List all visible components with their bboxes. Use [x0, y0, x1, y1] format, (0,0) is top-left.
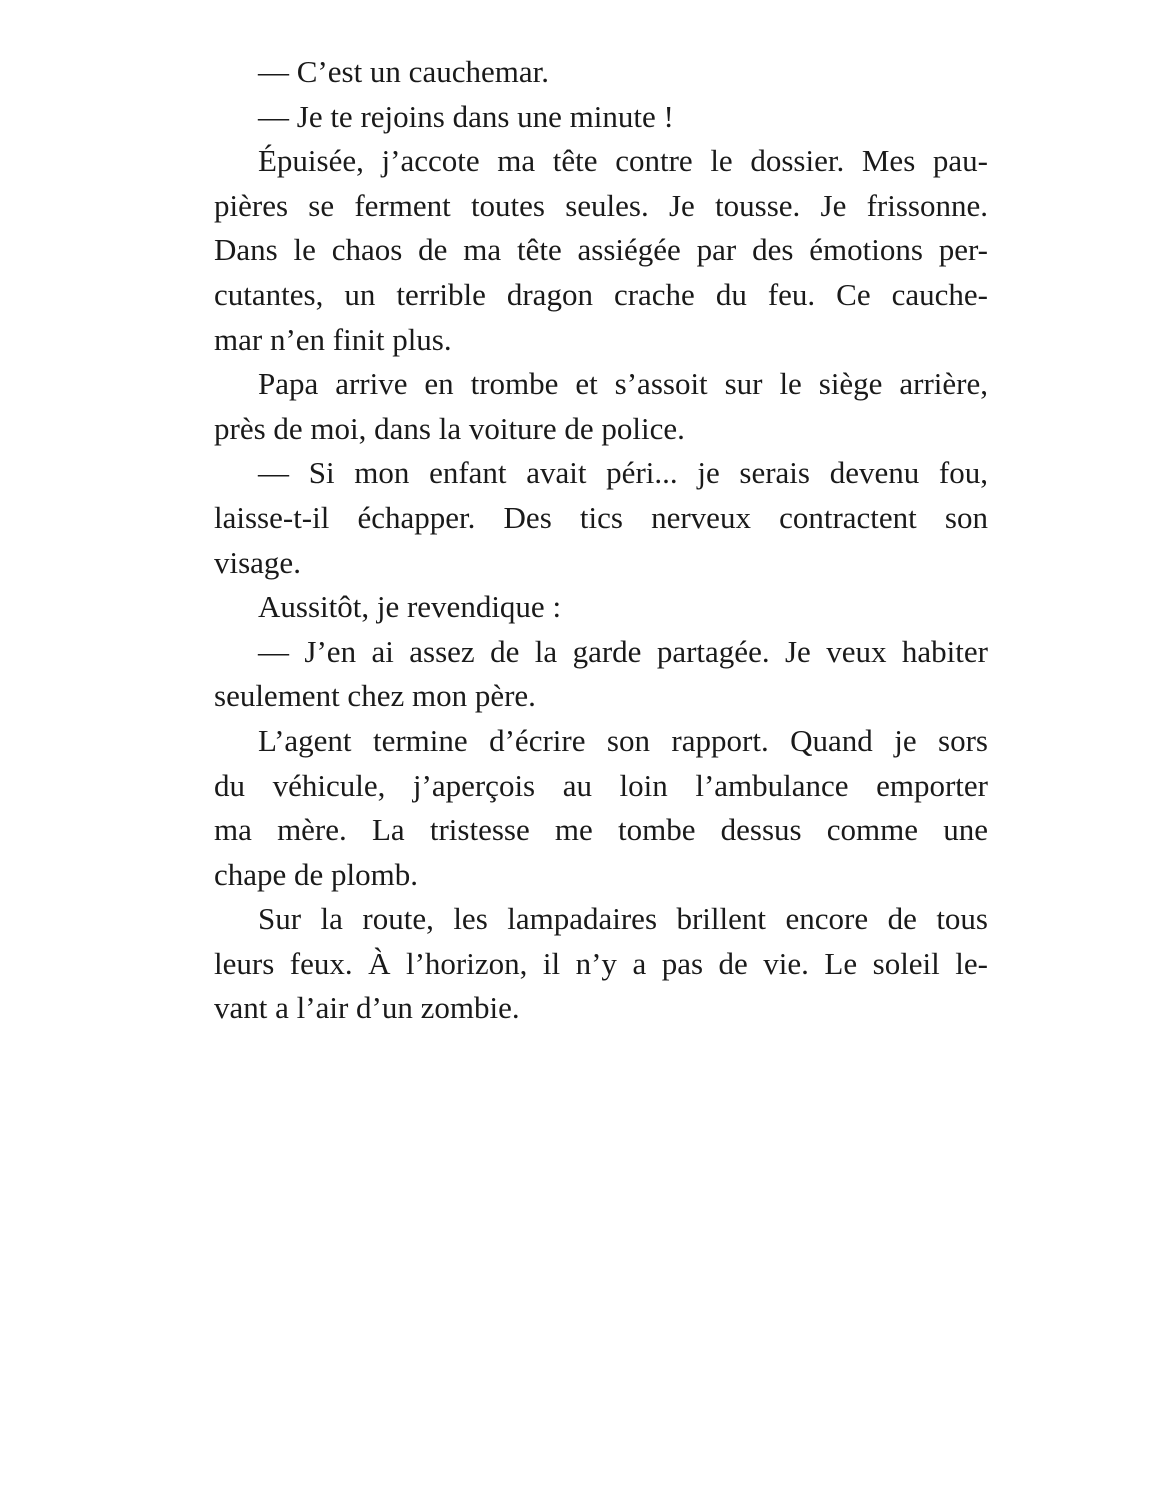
- text-line: cutantes, un terrible dragon crache du feu. Ce cauche-: [214, 276, 988, 312]
- text-line: L’agent termine d’écrire son rapport. Quand je sors: [258, 722, 988, 758]
- text-line: — C’est un cauchemar.: [258, 54, 549, 89]
- text-line: mar n’en finit plus.: [214, 321, 452, 357]
- text-line: Épuisée, j’accote ma tête contre le dossier. Mes pau-: [258, 143, 988, 179]
- text-line: — Je te rejoins dans une minute !: [258, 98, 674, 134]
- text-line: laisse-t-il échapper. Des tics nerveux contractent son: [214, 499, 988, 535]
- text-line: seulement chez mon père.: [214, 678, 536, 714]
- text-line: Aussitôt, je revendique :: [258, 589, 562, 625]
- text-line: — Si mon enfant avait péri... je serais devenu fou,: [258, 455, 988, 491]
- text-line: près de moi, dans la voiture de police.: [214, 410, 685, 446]
- text-line: visage.: [214, 544, 301, 580]
- text-line: Dans le chaos de ma tête assiégée par des émotions per-: [214, 232, 988, 268]
- text-line: ma mère. La tristesse me tombe dessus comme une: [214, 812, 988, 848]
- text-line: chape de plomb.: [214, 856, 419, 892]
- text-line: Sur la route, les lampadaires brillent encore de tous: [258, 901, 988, 937]
- text-line: Papa arrive en trombe et s’assoit sur le siège arrière,: [258, 366, 988, 402]
- text-line: du véhicule, j’aperçois au loin l’ambulance emporter: [214, 767, 988, 803]
- text-line: leurs feux. À l’horizon, il n’y a pas de vie. Le soleil le-: [214, 945, 988, 981]
- text-line: — J’en ai assez de la garde partagée. Je veux habiter: [258, 633, 988, 669]
- text-line: pières se ferment toutes seules. Je tousse. Je frissonne.: [214, 187, 988, 223]
- body-text: [214, 50, 988, 1031]
- text-line: vant a l’air d’un zombie.: [214, 990, 520, 1026]
